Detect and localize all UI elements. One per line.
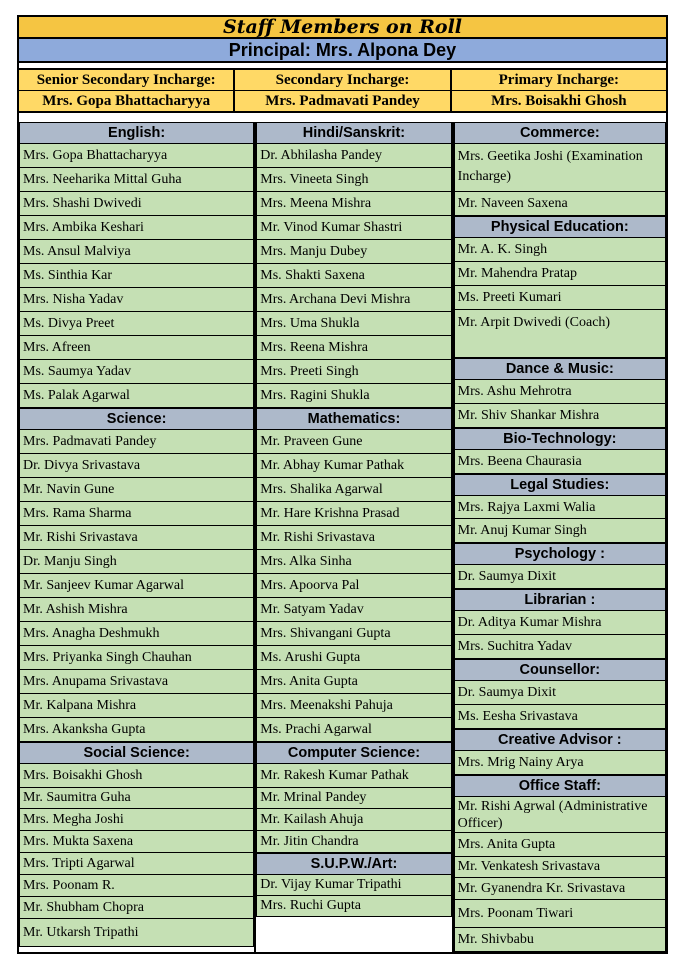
staff-row: Mrs. Meenakshi Pahuja [256,694,451,718]
incharge-role: Primary Incharge: [452,70,666,91]
staff-row: Mrs. Alka Sinha [256,550,451,574]
dept-header-legal-studies: Legal Studies: [454,474,666,496]
staff-row: Mrs. Boisakhi Ghosh [19,764,254,788]
staff-row: Mrs. Ashu Mehrotra [454,380,666,404]
staff-row: Mr. Naveen Saxena [454,192,666,216]
staff-row: Mrs. Afreen [19,336,254,360]
staff-row: Ms. Preeti Kumari [454,286,666,310]
column-left [19,122,256,952]
page-title: Staff Members on Roll [17,15,668,39]
staff-row: Mrs. Shalika Agarwal [256,478,451,502]
incharge-primary [452,70,666,111]
staff-row: Ms. Eesha Srivastava [454,705,666,729]
staff-document [17,15,668,954]
staff-row: Mrs. Ruchi Gupta [256,896,451,917]
staff-row: Mrs. Anita Gupta [256,670,451,694]
staff-row: Mrs. Nisha Yadav [19,288,254,312]
staff-row: Mrs. Priyanka Singh Chauhan [19,646,254,670]
staff-row: Mr. Hare Krishna Prasad [256,502,451,526]
staff-row: Mrs. Preeti Singh [256,360,451,384]
staff-row: Mr. Anuj Kumar Singh [454,519,666,543]
dept-header-science: Science: [19,408,254,430]
staff-row: Mrs. Ambika Keshari [19,216,254,240]
staff-row: Mrs. Poonam Tiwari [454,900,666,928]
staff-row: Mr. Shivbabu [454,928,666,952]
incharge-name: Mrs. Gopa Bhattacharyya [42,93,211,109]
dept-header-librarian: Librarian : [454,589,666,611]
incharge-name: Mrs. Boisakhi Ghosh [491,93,627,109]
dept-header-english: English: [19,122,254,144]
staff-row: Mrs. Manju Dubey [256,240,451,264]
dept-header-dance-music: Dance & Music: [454,358,666,380]
dept-header-hindi-sanskrit: Hindi/Sanskrit: [256,122,451,144]
staff-row: Mr. Gyanendra Kr. Srivastava [454,878,666,900]
staff-row: Mrs. Suchitra Yadav [454,635,666,659]
staff-row: Dr. Divya Srivastava [19,454,254,478]
dept-header-commerce: Commerce: [454,122,666,144]
staff-row: Mr. Saumitra Guha [19,788,254,809]
staff-row: Ms. Saumya Yadav [19,360,254,384]
staff-row: Mrs. Beena Chaurasia [454,450,666,474]
dept-header-supw-art: S.U.P.W./Art: [256,853,451,875]
incharge-senior-secondary [19,70,235,111]
staff-row: Mr. Mahendra Pratap [454,262,666,286]
staff-row: Ms. Shakti Saxena [256,264,451,288]
staff-row: Mrs. Anagha Deshmukh [19,622,254,646]
staff-row: Dr. Abhilasha Pandey [256,144,451,168]
staff-row: Mrs. Meena Mishra [256,192,451,216]
dept-header-physical-education: Physical Education: [454,216,666,238]
staff-row: Mrs. Reena Mishra [256,336,451,360]
incharge-name: Mrs. Padmavati Pandey [265,93,420,109]
staff-row: Mrs. Tripti Agarwal [19,853,254,875]
staff-row: Mr. Kalpana Mishra [19,694,254,718]
staff-row: Mrs. Archana Devi Mishra [256,288,451,312]
staff-row: Dr. Vijay Kumar Tripathi [256,875,451,896]
staff-row: Mr. Rakesh Kumar Pathak [256,764,451,788]
staff-row: Ms. Divya Preet [19,312,254,336]
staff-row: Mrs. Megha Joshi [19,809,254,831]
staff-row: Mrs. Uma Shukla [256,312,451,336]
staff-row: Mr. Mrinal Pandey [256,788,451,809]
spacer [17,113,668,122]
staff-row: Ms. Palak Agarwal [19,384,254,408]
staff-row: Mrs. Rama Sharma [19,502,254,526]
staff-row: Mrs. Vineeta Singh [256,168,451,192]
staff-row: Mr. Kailash Ahuja [256,809,451,831]
staff-row: Mr. Venkatesh Srivastava [454,857,666,878]
staff-row: Dr. Aditya Kumar Mishra [454,611,666,635]
staff-row: Mr. Shiv Shankar Mishra [454,404,666,428]
incharge-role: Secondary Incharge: [235,70,449,91]
staff-row: Mrs. Geetika Joshi (Examination Incharge) [454,144,666,192]
staff-row: Ms. Sinthia Kar [19,264,254,288]
staff-row: Mrs. Apoorva Pal [256,574,451,598]
staff-row: Mrs. Gopa Bhattacharyya [19,144,254,168]
column-right [454,122,666,952]
staff-row: Mrs. Padmavati Pandey [19,430,254,454]
dept-header-mathematics: Mathematics: [256,408,451,430]
staff-row: Mr. Ashish Mishra [19,598,254,622]
staff-row: Mr. Sanjeev Kumar Agarwal [19,574,254,598]
staff-row: Mr. Navin Gune [19,478,254,502]
staff-row: Mr. A. K. Singh [454,238,666,262]
staff-row: Mrs. Ragini Shukla [256,384,451,408]
staff-row: Ms. Ansul Malviya [19,240,254,264]
dept-header-counsellor: Counsellor: [454,659,666,681]
staff-row: Mr. Jitin Chandra [256,831,451,853]
principal-banner: Principal: Mrs. Alpona Dey [17,39,668,63]
staff-row: Mr. Rishi Agrwal (Administrative Officer) [454,797,666,833]
staff-row: Mrs. Neeharika Mittal Guha [19,168,254,192]
staff-row: Mrs. Poonam R. [19,875,254,897]
staff-row: Mrs. Rajya Laxmi Walia [454,496,666,520]
dept-header-creative-advisor: Creative Advisor : [454,729,666,751]
column-middle [256,122,453,952]
staff-row: Mr. Abhay Kumar Pathak [256,454,451,478]
staff-row: Mrs. Shivangani Gupta [256,622,451,646]
dept-header-psychology: Psychology : [454,543,666,565]
staff-row: Mrs. Mukta Saxena [19,831,254,853]
incharge-row [17,68,668,113]
staff-row: Mrs. Anupama Srivastava [19,670,254,694]
staff-row: Mrs. Mrig Nainy Arya [454,751,666,775]
staff-row: Dr. Saumya Dixit [454,565,666,589]
staff-row: Mr. Arpit Dwivedi (Coach) [454,310,666,358]
staff-row: Ms. Arushi Gupta [256,646,451,670]
dept-header-bio-technology: Bio-Technology: [454,428,666,450]
staff-row: Mr. Rishi Srivastava [256,526,451,550]
staff-row: Ms. Prachi Agarwal [256,718,451,742]
staff-row: Dr. Manju Singh [19,550,254,574]
dept-header-computer-science: Computer Science: [256,742,451,764]
dept-header-office-staff: Office Staff: [454,775,666,797]
staff-row: Mr. Utkarsh Tripathi [19,919,254,947]
dept-header-social-science: Social Science: [19,742,254,764]
staff-row: Mr. Satyam Yadav [256,598,451,622]
staff-row: Mrs. Akanksha Gupta [19,718,254,742]
incharge-secondary [235,70,451,111]
staff-row: Mr. Vinod Kumar Shastri [256,216,451,240]
staff-row: Mrs. Anita Gupta [454,833,666,857]
staff-row: Mr. Shubham Chopra [19,897,254,919]
incharge-role: Senior Secondary Incharge: [19,70,233,91]
staff-row: Dr. Saumya Dixit [454,681,666,705]
staff-row: Mr. Praveen Gune [256,430,451,454]
staff-columns [17,122,668,954]
staff-row: Mr. Rishi Srivastava [19,526,254,550]
staff-row: Mrs. Shashi Dwivedi [19,192,254,216]
